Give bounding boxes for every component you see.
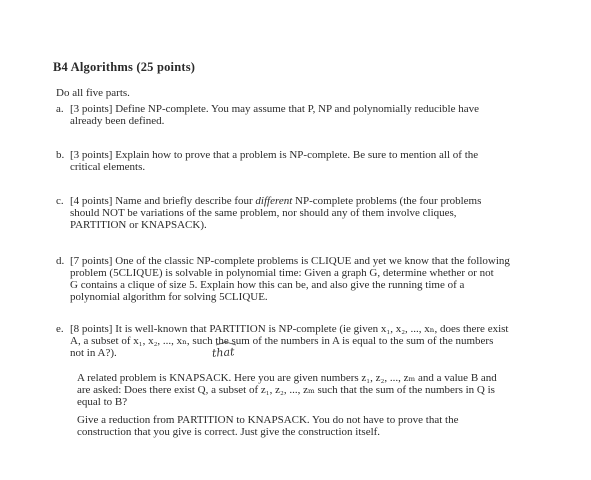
question-d: d. [7 points] One of the classic NP-complete problems is CLIQUE and yet we know that the following problem (5CLIQUE) is solvable in polynomial time: Given a graph G, determine whether or not G contains a clique of size 5. Explain how this can be, and also give the running time of a polynomial algorithm for solving 5CLIQUE. <box>56 255 510 303</box>
knapsack-paragraph: A related problem is KNAPSACK. Here you are given numbers z₁, z₂, ..., zₘ and a value B and are asked: Does there exist Q, a subset of z₁, z₂, ..., zₘ such that the sum of the numbers in Q is equal to B? <box>77 372 497 408</box>
question-c: c. [4 points] Name and briefly describe four different NP-complete problems (the four problems should NOT be variations of the same problem, nor should any of them involve cliques, PARTITION or KNAPSACK). <box>56 195 482 231</box>
handwritten-annotation: that <box>211 345 235 360</box>
reduction-paragraph: Give a reduction from PARTITION to KNAPSACK. You do not have to prove that the construction that you give is correct. Just give the construction itself. <box>77 414 459 438</box>
question-b: b. [3 points] Explain how to prove that a problem is NP-complete. Be sure to mention all of the critical elements. <box>56 149 479 173</box>
question-e: e. [8 points] It is well-known that PARTITION is NP-complete (ie given x₁, x₂, ..., xₙ, does there exist A, a subset of x₁, x₂, ..., xₙ, such the sum of the numbers in A is equal to the sum of the numbers not in A?). <box>56 323 509 359</box>
question-a: a. [3 points] Define NP-complete. You may assume that P, NP and polynomially reducible have already been defined. <box>56 103 479 127</box>
instructions: Do all five parts. <box>56 87 130 99</box>
section-title: B4 Algorithms (25 points) <box>53 60 196 74</box>
emphasis-different: different <box>255 195 293 207</box>
